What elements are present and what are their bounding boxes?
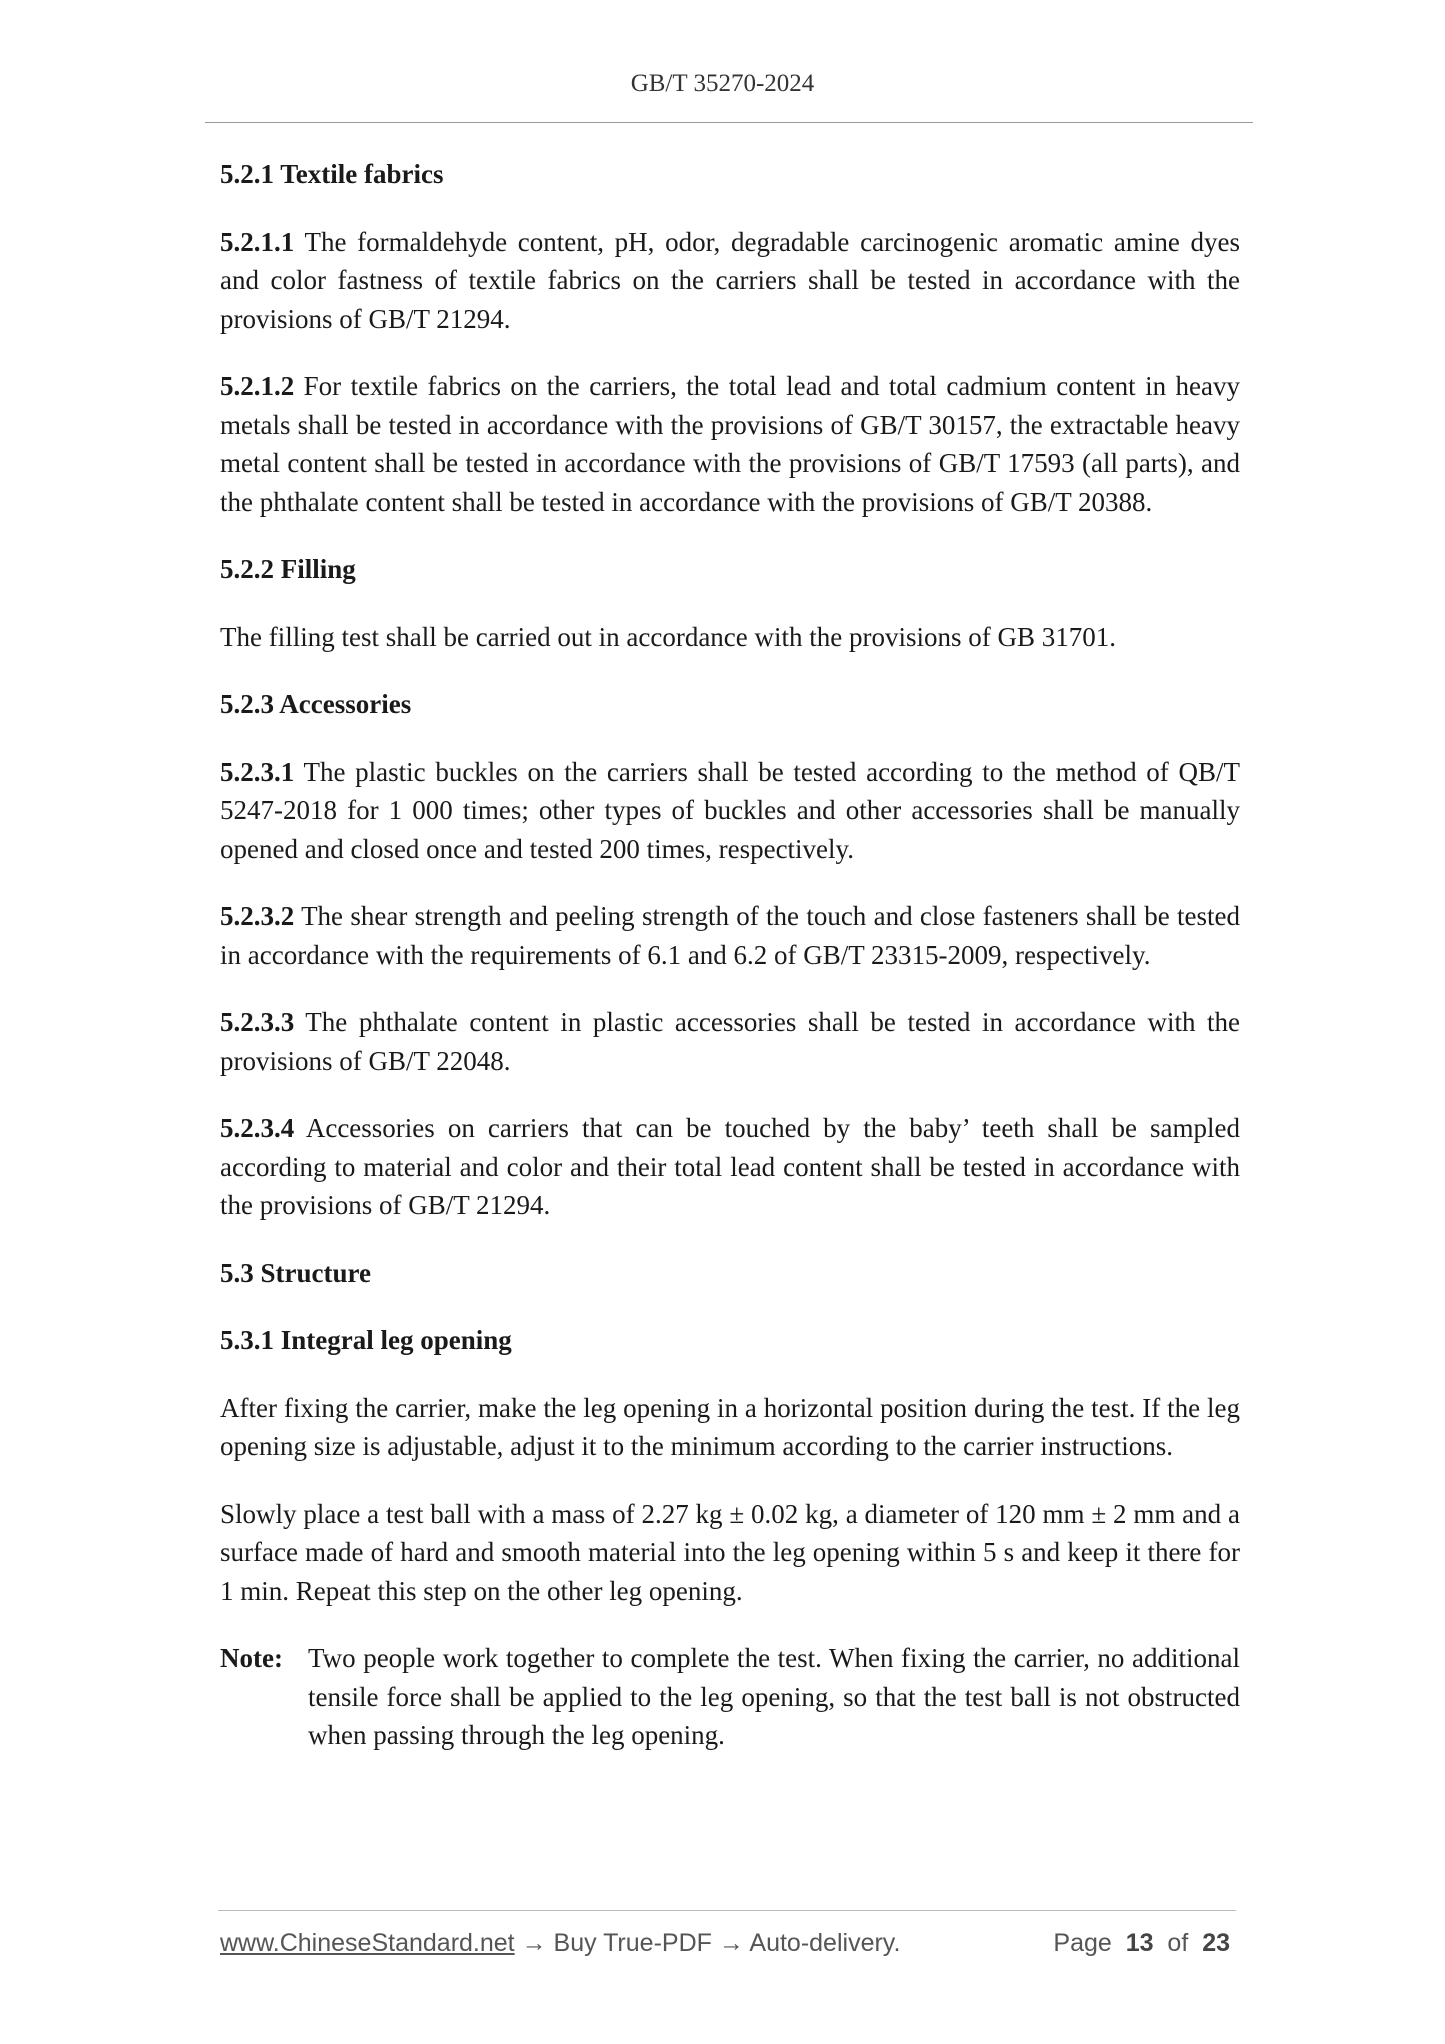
note-text: Two people work together to complete the test. When fixing the carrier, no additional tensile force shall be applied to the leg opening, so that the test ball is not obstructed when passing through the leg opening. [308, 1643, 1240, 1750]
clause-5-2-3-1 [220, 753, 1240, 869]
note-label: Note: [220, 1643, 283, 1673]
clause-number: 5.2.3.1 [220, 756, 295, 787]
clause-number: 5.2.3.3 [220, 1007, 295, 1037]
section-5-3-1-paragraph-2: Slowly place a test ball with a mass of 2.27 kg ± 0.02 kg, a diameter of 120 mm ± 2 mm and a surface made of hard and smooth material into the leg opening within 5 s and keep it there for 1 min. Repeat this step on the other leg opening. [220, 1498, 1240, 1606]
footer-divider [218, 1910, 1236, 1911]
clause-5-2-3-2 [220, 897, 1240, 974]
clause-number: 5.2.1.2 [220, 371, 295, 401]
section-5-3-1-paragraph-1: After fixing the carrier, make the leg opening in a horizontal position during the test. If the leg opening size is adjustable, adjust it to the minimum according to the carrier instructions. [220, 1392, 1240, 1461]
clause-text: For textile fabrics on the carriers, the total lead and total cadmium content in heavy metals shall be tested in accordance with the provisions of GB/T 30157, the extractable heavy metal content shall be tested in accordance with the provisions of GB/T 17593 (all parts), and the phthalate content shall be tested in accordance with the provisions of GB/T 20388. [220, 371, 1240, 517]
section-5-2-2-text: The filling test shall be carried out in accordance with the provisions of GB 31701. [220, 621, 1117, 652]
page-number [1053, 1929, 1230, 1958]
header-divider [205, 122, 1253, 123]
footer-promo-text: → Buy True-PDF → Auto-delivery. [514, 1929, 901, 1957]
section-5-2-2-heading: 5.2.2 Filling [220, 554, 356, 584]
clause-5-2-1-2 [220, 367, 1240, 521]
section-5-2-3-heading: 5.2.3 Accessories [220, 689, 412, 719]
page-current: 13 [1125, 1929, 1154, 1957]
of-label: of [1167, 1929, 1189, 1957]
section-5-2-1-heading: 5.2.1 Textile fabrics [220, 159, 444, 189]
clause-text: Accessories on carriers that can be touched by the baby’ teeth shall be sampled according to material and color and their total lead content shall be tested in accordance with the provisions of GB/T 21294. [220, 1113, 1240, 1220]
clause-number: 5.2.1.1 [220, 226, 295, 257]
page-total: 23 [1202, 1929, 1230, 1957]
clause-text: The shear strength and peeling strength of the touch and close fasteners shall be tested in accordance with the requirements of 6.1 and 6.2 of GB/T 23315-2009, respectively. [220, 901, 1240, 970]
clause-5-2-3-3 [220, 1003, 1240, 1080]
footer-promo [220, 1929, 900, 1958]
clause-text: The formaldehyde content, pH, odor, degradable carcinogenic aromatic amine dyes and color fastness of textile fabrics on the carriers shall be tested in accordance with the provisions of GB/T 21294. [220, 226, 1240, 334]
page-label: Page [1053, 1929, 1112, 1957]
section-5-3-1-heading: 5.3.1 Integral leg opening [220, 1325, 512, 1355]
website-link[interactable]: www.ChineseStandard.net [220, 1929, 515, 1957]
clause-5-2-3-4 [220, 1109, 1240, 1225]
clause-text: The plastic buckles on the carriers shall be tested according to the method of QB/T 5247-2018 for 1 000 times; other types of buckles and other accessories shall be manually opened and closed once and tested 200 times, respectively. [220, 756, 1240, 864]
header-title: GB/T 35270-2024 [630, 70, 815, 97]
clause-number: 5.2.3.2 [220, 901, 295, 931]
section-5-3-heading: 5.3 Structure [220, 1257, 371, 1288]
document-body [220, 155, 1240, 1755]
note-block [220, 1639, 1240, 1755]
clause-text: The phthalate content in plastic accessories shall be tested in accordance with the provisions of GB/T 22048. [220, 1007, 1240, 1076]
clause-number: 5.2.3.4 [220, 1113, 295, 1143]
clause-5-2-1-1 [220, 223, 1240, 339]
